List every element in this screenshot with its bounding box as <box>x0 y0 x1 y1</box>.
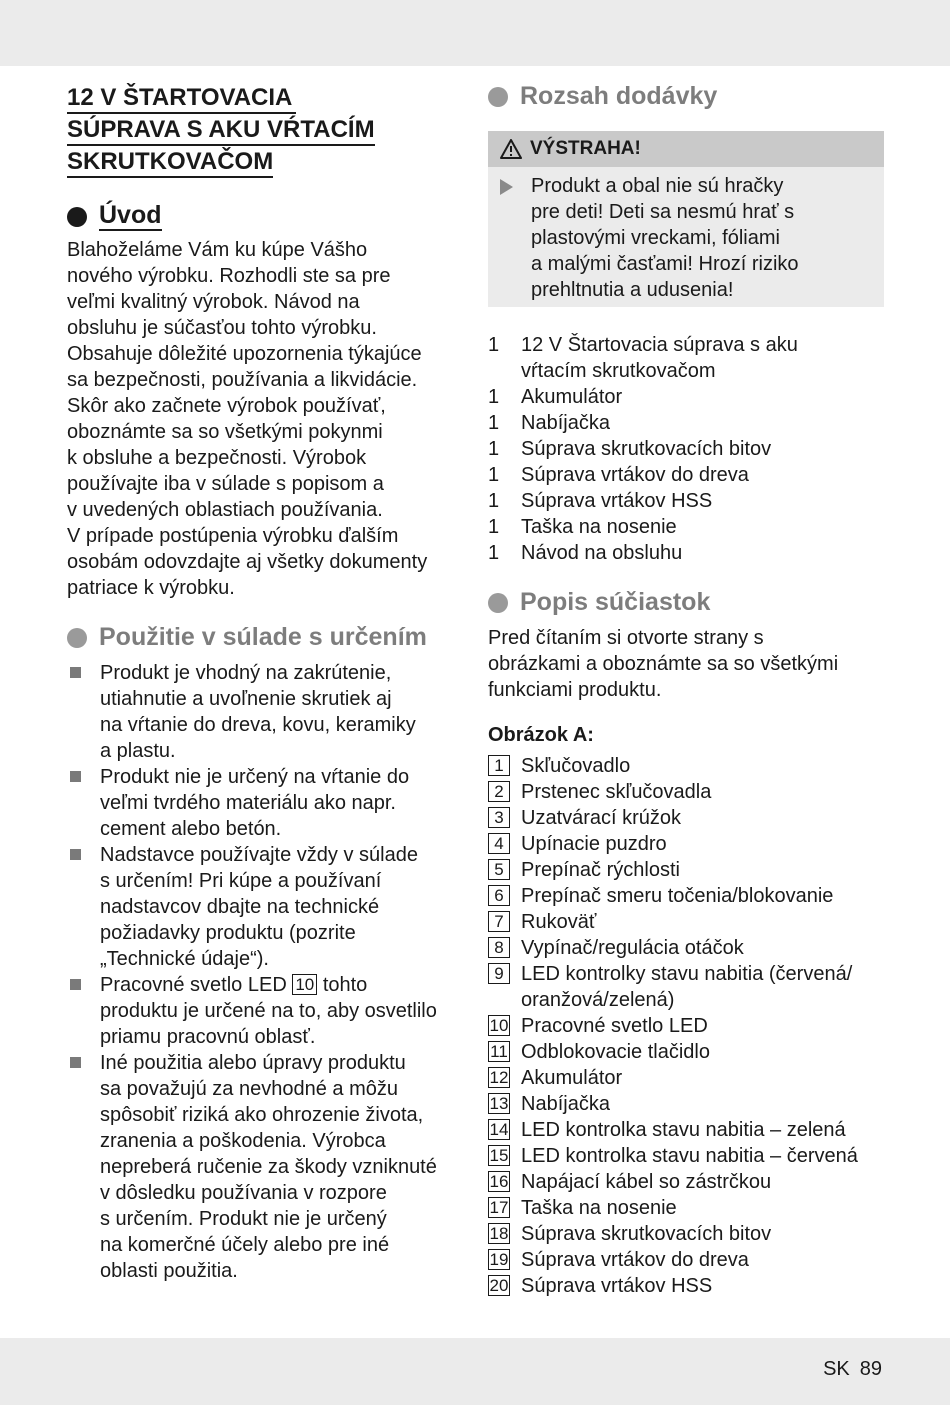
delivery-heading: Rozsah dodávky <box>488 82 884 111</box>
square-bullet-icon <box>70 667 81 678</box>
list-item: 13 Nabíjačka <box>489 1093 610 1115</box>
usage-heading: Použitie v súlade s určením <box>67 623 467 652</box>
list-item: Produkt je vhodný na zakrútenie, utiahnutie a uvoľnenie skrutiek aj na vŕtanie do dreva, kovu, keramiky a plastu. <box>67 660 467 764</box>
page-number: 89 <box>859 1358 882 1380</box>
title-line-1: 12 V ŠTARTOVACIA <box>67 84 296 114</box>
list-item: Produkt nie je určený na vŕtanie do veľmi tvrdého materiálu ako napr. cement alebo betón. <box>67 764 467 842</box>
list-item: 10 Pracovné svetlo LED <box>489 1015 708 1037</box>
list-item: 2 Prstenec skľučovadla <box>488 779 884 805</box>
square-bullet-icon <box>70 771 81 782</box>
title-line-3: SKRUTKOVAČOM <box>67 148 273 178</box>
list-item: 12 Akumulátor <box>489 1067 623 1089</box>
list-item: 15 LED kontrolka stavu nabitia – červená <box>489 1145 858 1167</box>
list-item: 7 Rukoväť <box>488 909 884 935</box>
list-item: 11 Odblokovacie tlačidlo <box>488 1039 884 1065</box>
list-item: 8 Vypínač/regulácia otáčok <box>488 935 884 961</box>
section-bullet-icon <box>488 593 508 613</box>
list-item: 6 Prepínač smeru točenia/blokovanie <box>488 883 884 909</box>
list-item: 1 12 V Štartovacia súprava s aku vŕtacím skrutkovačom <box>488 334 798 382</box>
list-item: 1 Súprava skrutkovacích bitov <box>488 438 772 460</box>
list-item: 18 Súprava skrutkovacích bitov <box>489 1223 772 1245</box>
list-item: 1 Skľučovadlo <box>488 753 884 779</box>
usage-list <box>67 660 467 1284</box>
list-item: 1 Súprava vrtákov do dreva <box>488 464 749 486</box>
list-item: 1 Akumulátor <box>488 386 623 408</box>
delivery-list <box>488 332 884 566</box>
left-column <box>67 82 467 1284</box>
list-item: 1 Návod na obsluhu <box>488 542 683 564</box>
list-item: Nadstavce používajte vždy v súlade s určením! Pri kúpe a používaní nadstavcov dbajte na technické požiadavky produktu (pozrite „Technické údaje“). <box>67 842 467 972</box>
section-bullet-icon <box>67 207 87 227</box>
list-item: 4 Upínacie puzdro <box>488 831 884 857</box>
parts-heading: Popis súčiastok <box>488 588 884 617</box>
right-column <box>488 82 884 1299</box>
intro-heading: Úvod <box>67 202 467 231</box>
parts-intro: Pred čítaním si otvorte strany s obrázkami a oboznámte sa so všetkými funkciami produktu. <box>488 627 839 701</box>
section-bullet-icon <box>67 628 87 648</box>
list-item: 17 Taška na nosenie <box>489 1197 677 1219</box>
list-item: 14 LED kontrolka stavu nabitia – zelená <box>489 1119 846 1141</box>
language-code: SK <box>823 1358 850 1380</box>
warning-triangle-icon <box>500 139 522 159</box>
square-bullet-icon <box>70 979 81 990</box>
warning-label: VÝSTRAHA! <box>530 138 641 159</box>
list-item: 5 Prepínač rýchlosti <box>488 857 884 883</box>
list-item: Iné použitia alebo úpravy produktu sa považujú za nevhodné a môžu spôsobiť riziká ako ohrozenie života, zranenia a poškodenia. Výrobca nepreberá ručenie za škody vzniknuté v dôsledku používania v rozpore s určením. Produkt nie je určený na komerčné účely alebo pre iné oblasti použitia. <box>67 1050 467 1284</box>
part-reference-badge: 10 <box>292 974 317 995</box>
footer-band <box>0 1338 950 1405</box>
page-footer <box>813 1358 882 1381</box>
square-bullet-icon <box>70 1057 81 1068</box>
list-item: 1 Taška na nosenie <box>488 516 677 538</box>
header-band <box>0 0 950 66</box>
list-item: 9 LED kontrolky stavu nabitia (červená/ oranžová/zelená) <box>488 961 884 1013</box>
arrow-right-icon <box>500 179 513 195</box>
warning-box <box>488 131 884 307</box>
list-item: Pracovné svetlo LED 10 tohto produktu je určené na to, aby osvetlilo priamu pracovnú oblasť. <box>67 972 467 1050</box>
list-item: 3 Uzatvárací krúžok <box>488 805 884 831</box>
warning-text: Produkt a obal nie sú hračky pre deti! Deti sa nesmú hrať s plastovými vreckami, fóliami a malými časťami! Hrozí riziko prehltnutia a udusenia! <box>488 167 884 307</box>
title-line-2: SÚPRAVA S AKU VŔTACÍM <box>67 116 375 146</box>
square-bullet-icon <box>70 849 81 860</box>
list-item: 19 Súprava vrtákov do dreva <box>489 1249 749 1271</box>
list-item: 16 Napájací kábel so zástrčkou <box>489 1171 772 1193</box>
list-item: 20 Súprava vrtákov HSS <box>489 1275 713 1297</box>
intro-paragraph: Blahoželáme Vám ku kúpe Vášho nového výrobku. Rozhodli ste sa pre veľmi kvalitný výrobok. Návod na obsluhu je súčasťou tohto výrobku. Obsahuje dôležité upozornenia týkajúce sa bezpečnosti, používania a likvidácie. Skôr ako začnete výrobok používať, oboznámte sa so všetkými pokynmi k obsluhe a bezpečnosti. Výrobok používajte iba v súlade s popisom a v uvedených oblastiach používania. V prípade postúpenia výrobku ďalším osobám odovzdajte aj všetky dokumenty patriace k výrobku. <box>67 239 428 599</box>
parts-list <box>488 753 884 1299</box>
list-item: 1 Nabíjačka <box>488 412 610 434</box>
section-bullet-icon <box>488 87 508 107</box>
figure-label: Obrázok A: <box>488 724 594 746</box>
document-title <box>67 82 467 178</box>
warning-header <box>488 131 884 167</box>
list-item: 1 Súprava vrtákov HSS <box>488 490 713 512</box>
